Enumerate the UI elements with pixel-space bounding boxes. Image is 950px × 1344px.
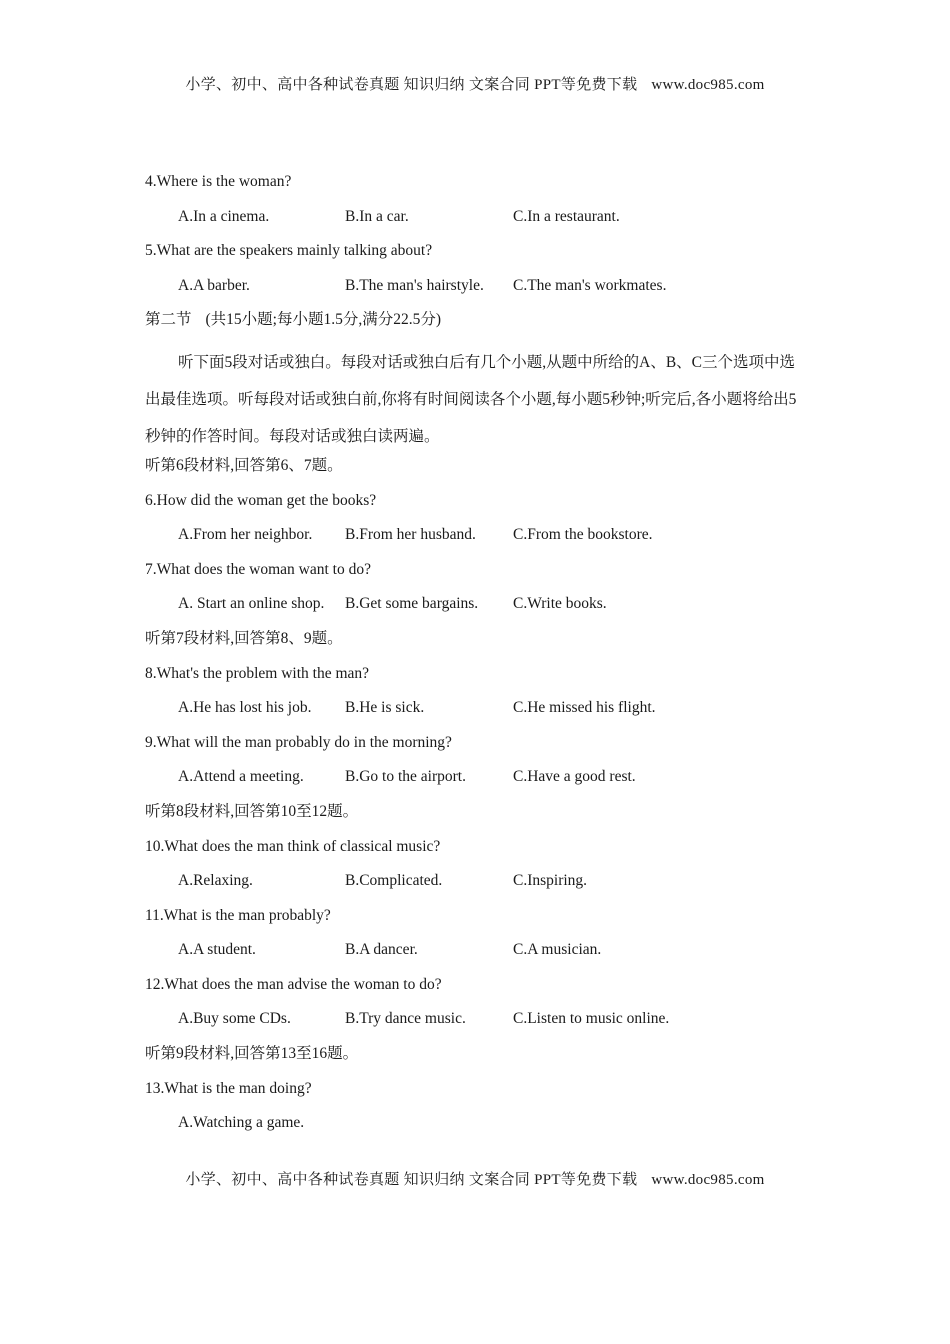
question-6-stem: 6.How did the woman get the books? bbox=[145, 491, 377, 509]
material-9-heading: 听第9段材料,回答第13至16题。 bbox=[145, 1045, 359, 1063]
material-8-heading: 听第8段材料,回答第10至12题。 bbox=[145, 802, 359, 820]
option-c: C.The man's workmates. bbox=[513, 276, 667, 294]
option-c: C.A musician. bbox=[513, 941, 602, 959]
option-a: A.In a cinema. bbox=[178, 207, 270, 225]
option-c: C.In a restaurant. bbox=[513, 207, 620, 225]
option-a: A. Start an online shop. bbox=[178, 595, 325, 613]
question-13-stem: 13.What is the man doing? bbox=[145, 1079, 312, 1097]
option-c: C.Listen to music online. bbox=[513, 1010, 670, 1028]
option-b: B.Get some bargains. bbox=[345, 595, 479, 613]
question-4-options bbox=[145, 206, 805, 241]
question-5-options bbox=[145, 275, 805, 310]
option-b: B.Go to the airport. bbox=[345, 768, 466, 786]
question-10-options bbox=[145, 870, 805, 905]
banner-site-link[interactable]: www.doc985.com bbox=[651, 77, 765, 93]
section-2-meta: (共15小题;每小题1.5分,满分22.5分) bbox=[205, 311, 442, 329]
banner-text: 小学、初中、高中各种试卷真题 知识归纳 文案合同 PPT等免费下载 bbox=[185, 1172, 638, 1188]
header-banner bbox=[0, 73, 950, 94]
section-2-heading bbox=[145, 309, 805, 344]
section-2-instructions: 听下面5段对话或独白。每段对话或独白后有几个小题,从题中所给的A、B、C三个选项中选出最佳选项。听每段对话或独白前,你将有时间阅读各个小题,每小题5秒钟;听完后,各小题将给出5秒钟的作答时间。每段对话或独白读两遍。 bbox=[145, 353, 797, 445]
banner-text: 小学、初中、高中各种试卷真题 知识归纳 文案合同 PPT等免费下载 bbox=[185, 77, 638, 93]
question-5-stem: 5.What are the speakers mainly talking about? bbox=[145, 242, 433, 260]
option-c: C.Write books. bbox=[513, 595, 607, 613]
option-a: A.Buy some CDs. bbox=[178, 1010, 291, 1028]
question-13-options bbox=[145, 1112, 805, 1147]
question-9-options bbox=[145, 766, 805, 801]
option-b: B.The man's hairstyle. bbox=[345, 276, 484, 294]
footer-banner bbox=[0, 1168, 950, 1189]
option-c: C.Inspiring. bbox=[513, 872, 588, 890]
question-8-options bbox=[145, 697, 805, 732]
option-b: B.From her husband. bbox=[345, 526, 476, 544]
question-6-options bbox=[145, 524, 805, 559]
question-10-stem: 10.What does the man think of classical music? bbox=[145, 837, 441, 855]
question-12-stem: 12.What does the man advise the woman to do? bbox=[145, 975, 442, 993]
question-4-stem: 4.Where is the woman? bbox=[145, 173, 292, 190]
option-b: B.Complicated. bbox=[345, 872, 443, 890]
question-12-options bbox=[145, 1008, 805, 1043]
option-a: A.From her neighbor. bbox=[178, 526, 313, 544]
option-b: B.He is sick. bbox=[345, 699, 425, 717]
question-11-options bbox=[145, 939, 805, 974]
option-a: A.Watching a game. bbox=[178, 1114, 305, 1132]
question-9-stem: 9.What will the man probably do in the morning? bbox=[145, 733, 452, 751]
option-a: A.A barber. bbox=[178, 276, 250, 294]
option-a: A.Relaxing. bbox=[178, 872, 253, 890]
question-11-stem: 11.What is the man probably? bbox=[145, 906, 331, 924]
option-c: C.From the bookstore. bbox=[513, 526, 653, 544]
option-c: C.Have a good rest. bbox=[513, 768, 636, 786]
option-a: A.A student. bbox=[178, 941, 256, 959]
option-b: B.Try dance music. bbox=[345, 1010, 466, 1028]
banner-site-link[interactable]: www.doc985.com bbox=[651, 1172, 765, 1188]
question-7-stem: 7.What does the woman want to do? bbox=[145, 560, 371, 578]
question-7-options bbox=[145, 593, 805, 628]
section-2-title: 第二节 bbox=[145, 311, 192, 329]
option-a: A.He has lost his job. bbox=[178, 699, 312, 717]
material-6-heading: 听第6段材料,回答第6、7题。 bbox=[145, 456, 343, 474]
option-b: B.A dancer. bbox=[345, 941, 418, 959]
option-c: C.He missed his flight. bbox=[513, 699, 656, 717]
exam-content bbox=[145, 171, 805, 1147]
question-8-stem: 8.What's the problem with the man? bbox=[145, 664, 370, 682]
option-a: A.Attend a meeting. bbox=[178, 768, 304, 786]
material-7-heading: 听第7段材料,回答第8、9题。 bbox=[145, 629, 343, 647]
option-b: B.In a car. bbox=[345, 207, 409, 225]
